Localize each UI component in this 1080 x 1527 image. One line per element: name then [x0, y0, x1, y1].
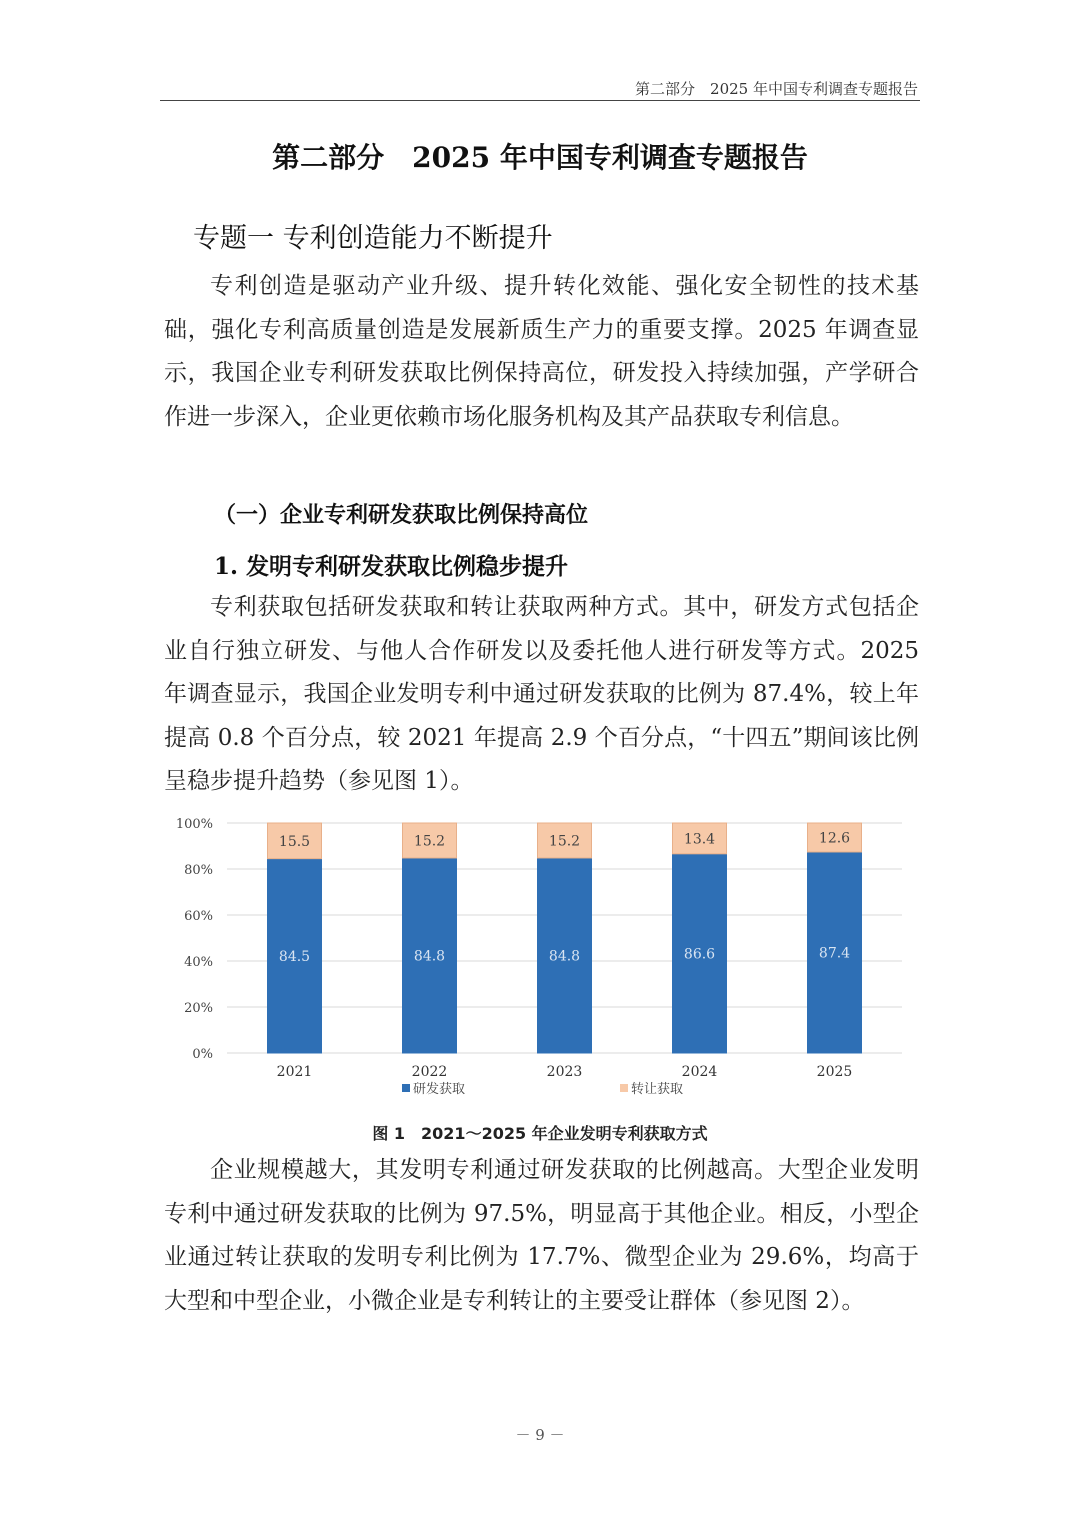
y-tick-label: 20% [184, 1001, 213, 1016]
y-tick-label: 0% [192, 1047, 213, 1062]
page-title: 第二部分 2025 年中国专利调查专题报告 [272, 141, 808, 174]
data-label: 84.8 [413, 948, 446, 965]
legend-swatch-transfer [620, 1084, 628, 1092]
x-tick-label: 2021 [276, 1064, 313, 1080]
data-label: 84.8 [548, 948, 581, 965]
stacked-bar-chart [170, 808, 910, 1108]
legend-label: 转让获取 [631, 1082, 684, 1097]
subsection-heading: 1. 发明专利研发获取比例稳步提升 [214, 553, 569, 580]
data-label: 15.2 [413, 833, 446, 850]
y-tick-label: 100% [175, 817, 213, 832]
x-tick-label: 2023 [546, 1064, 583, 1080]
y-tick-label: 60% [184, 909, 213, 924]
legend-swatch-research [402, 1084, 410, 1092]
topic-heading: 专题一 专利创造能力不断提升 [193, 223, 553, 254]
y-tick-label: 80% [184, 863, 213, 878]
intro-paragraph: 专利创造是驱动产业升级、提升转化效能、强化安全韧性的技术基础，强化专利高质量创造是发展新质生产力的重要支撑。2025 年调查显示，我国企业专利研发获取比例保持高位，研发投入持续加强，产学研合作进一步深入，企业更依赖市场化服务机构及其产品获取专利信息。 [164, 273, 919, 430]
data-label: 84.5 [278, 948, 311, 965]
x-tick-label: 2024 [681, 1064, 718, 1080]
x-tick-label: 2025 [816, 1064, 853, 1080]
y-tick-label: 40% [184, 955, 213, 970]
legend-label: 研发获取 [413, 1082, 466, 1097]
data-label: 15.5 [278, 833, 311, 850]
section-heading: （一）企业专利研发获取比例保持高位 [214, 502, 589, 528]
data-label: 15.2 [548, 833, 581, 850]
data-label: 12.6 [818, 830, 851, 847]
x-tick-label: 2022 [411, 1064, 448, 1080]
page-number: － 9 － [515, 1426, 565, 1444]
chart-container [170, 808, 910, 1108]
body-paragraph-1: 专利获取包括研发获取和转让获取两种方式。其中，研发方式包括企业自行独立研发、与他人合作研发以及委托他人进行研发等方式。2025 年调查显示，我国企业发明专利中通过研发获取的比例为 87.4%，较上年提高 0.8 个百分点，较 2021 年提高 2.9 个百分点，“十四五”期间该比例呈稳步提升趋势（参见图 1）。 [164, 594, 919, 794]
body-paragraph-2: 企业规模越大，其发明专利通过研发获取的比例越高。大型企业发明专利中通过研发获取的比例为 97.5%，明显高于其他企业。相反，小型企业通过转让获取的发明专利比例为 17.7%、微型企业为 29.6%，均高于大型和中型企业，小微企业是专利转让的主要受让群体（参见图 2）。 [164, 1157, 919, 1314]
header-rule [160, 100, 920, 101]
data-label: 86.6 [683, 946, 716, 963]
data-label: 87.4 [818, 945, 851, 962]
figure-caption: 图 1 2021～2025 年企业发明专利获取方式 [372, 1124, 708, 1143]
data-label: 13.4 [683, 831, 716, 848]
running-header: 第二部分 2025 年中国专利调查专题报告 [635, 80, 918, 98]
